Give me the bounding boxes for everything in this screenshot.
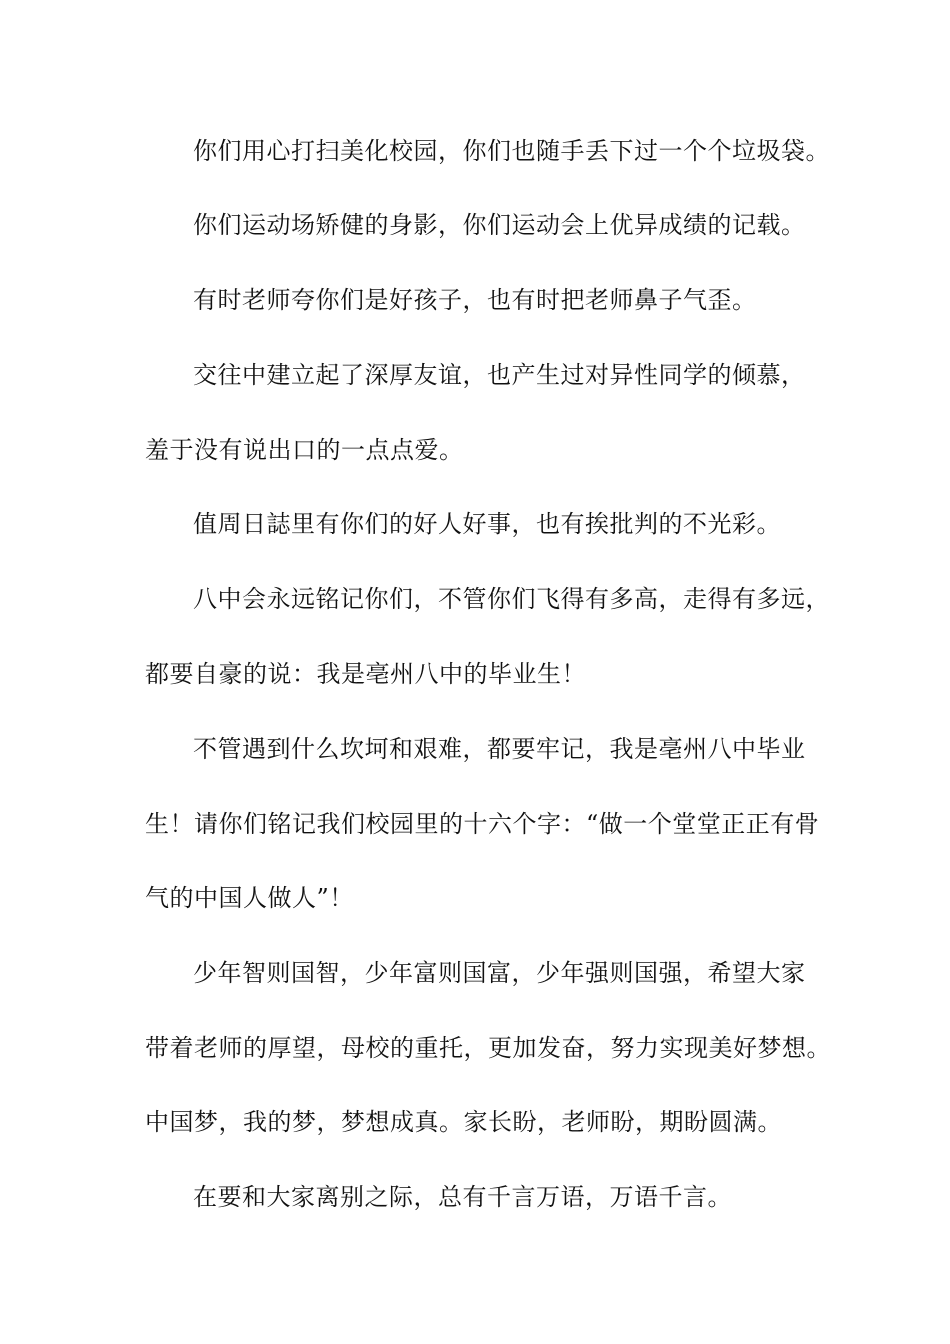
text-line-1: 你们用心打扫美化校园，你们也随手丢下过一个个垃圾袋。 bbox=[193, 137, 830, 165]
text-line-9: 不管遇到什么坎坷和艰难，都要牢记，我是亳州八中毕业 bbox=[193, 735, 806, 763]
text-line-10: 生！请你们铭记我们校园里的十六个字：“做一个堂堂正正有骨 bbox=[145, 810, 820, 838]
text-line-8: 都要自豪的说：我是亳州八中的毕业生！ bbox=[145, 660, 586, 688]
text-line-15: 在要和大家离别之际，总有千言万语，万语千言。 bbox=[193, 1183, 732, 1211]
text-line-4: 交往中建立起了深厚友谊，也产生过对异性同学的倾慕， bbox=[193, 361, 806, 389]
text-line-12: 少年智则国智，少年富则国富，少年强则国强，希望大家 bbox=[193, 959, 806, 987]
text-line-7: 八中会永远铭记你们，不管你们飞得有多高，走得有多远， bbox=[193, 585, 830, 613]
text-line-3: 有时老师夸你们是好孩子，也有时把老师鼻子气歪。 bbox=[193, 286, 757, 314]
text-line-11: 气的中国人做人”！ bbox=[145, 884, 354, 912]
text-line-2: 你们运动场矫健的身影，你们运动会上优异成绩的记载。 bbox=[193, 211, 806, 239]
text-line-5: 羞于没有说出口的一点点爱。 bbox=[145, 436, 464, 464]
text-line-14: 中国梦，我的梦，梦想成真。家长盼，老师盼，期盼圆满。 bbox=[145, 1108, 782, 1136]
text-line-13: 带着老师的厚望，母校的重托，更加发奋，努力实现美好梦想。 bbox=[145, 1034, 831, 1062]
text-line-6: 值周日誌里有你们的好人好事，也有挨批判的不光彩。 bbox=[193, 510, 781, 538]
